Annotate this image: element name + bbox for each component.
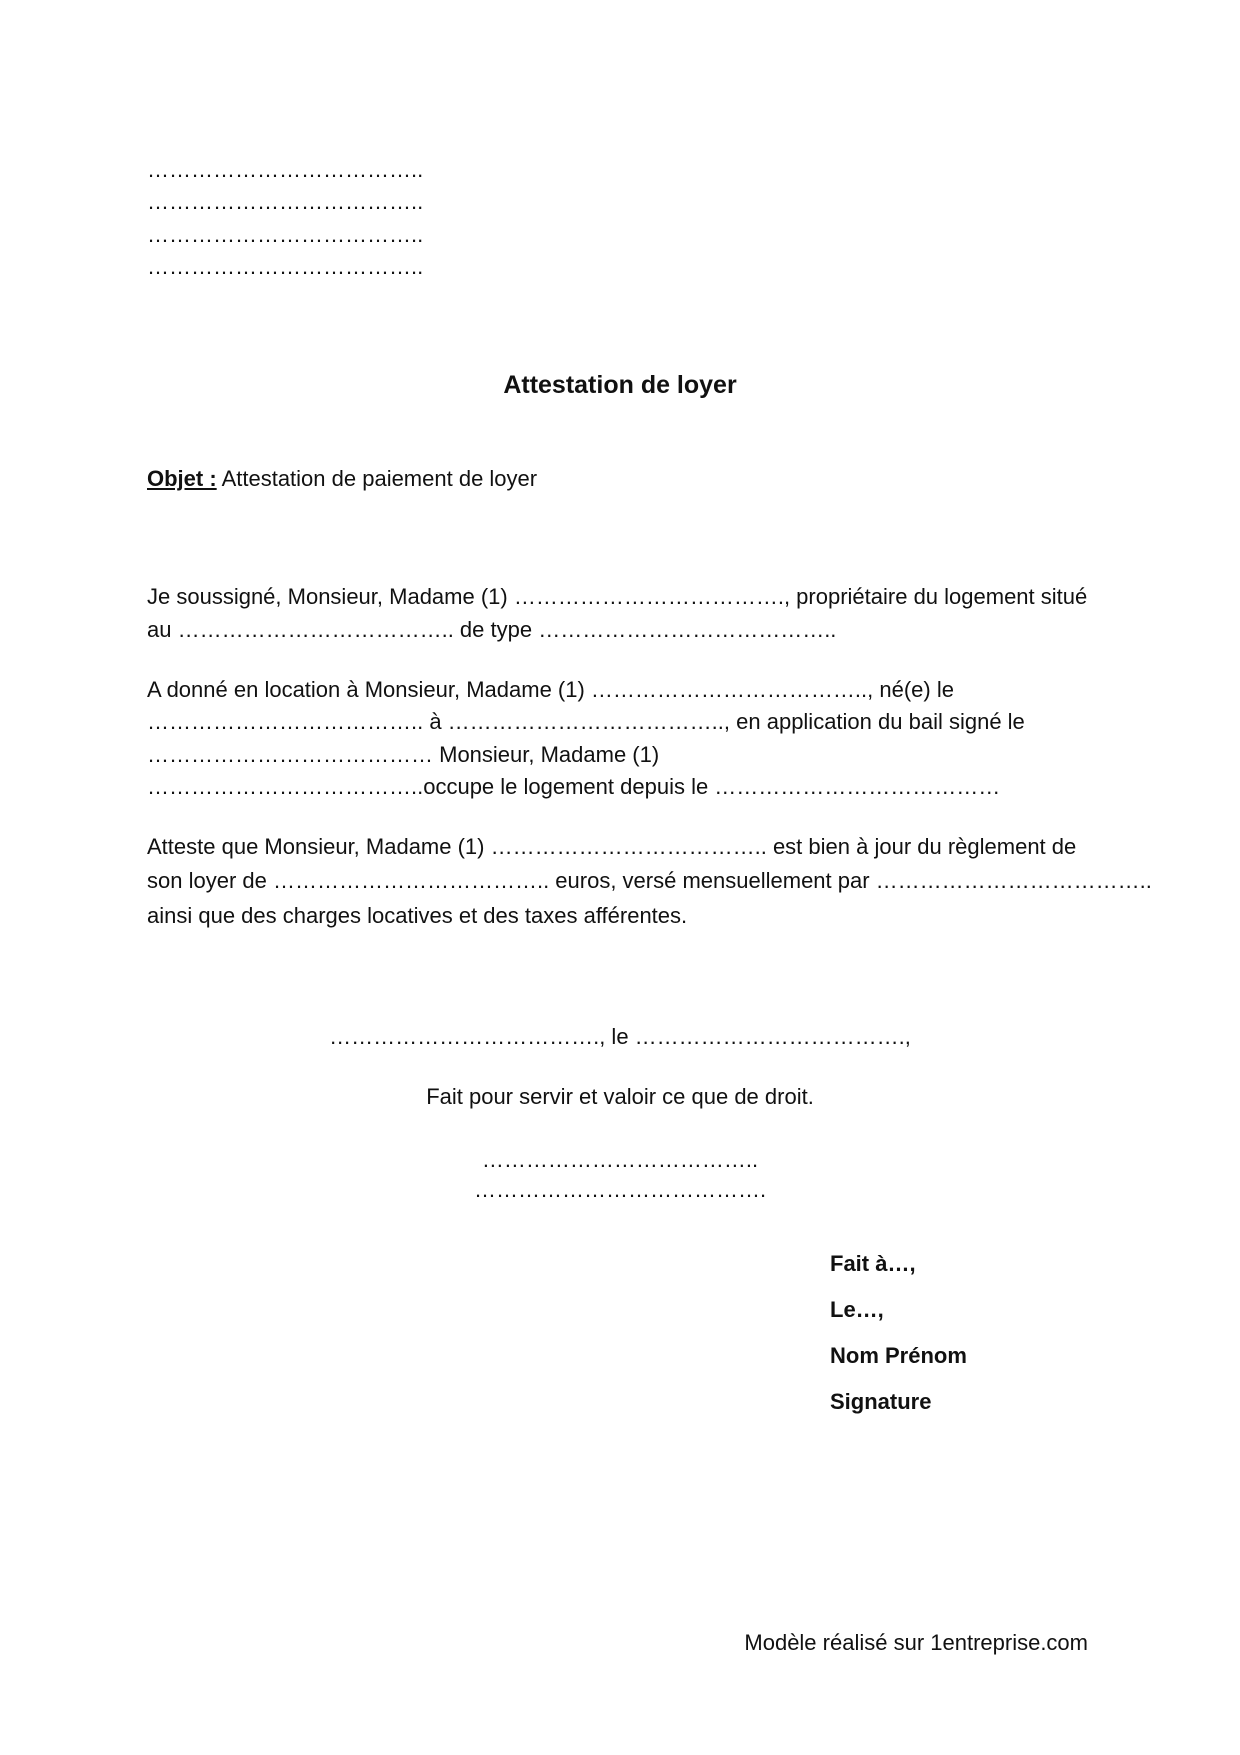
signature-le: Le…, <box>830 1297 884 1322</box>
paragraph-2-line-2: ……………………………….. à ……………………………….., en application du bail signé le <box>147 709 1025 734</box>
paragraph-3-line-1: Atteste que Monsieur, Madame (1) ……………………………….. est bien à jour du règlement de <box>147 834 1077 859</box>
subject-line <box>147 466 537 492</box>
place-date-line: ………………………………., le ………………………………., <box>329 1024 911 1049</box>
sender-line-2: ……………………………….. <box>147 189 424 214</box>
sender-line-3: ……………………………….. <box>147 222 424 247</box>
sender-line-4: ……………………………….. <box>147 254 424 279</box>
subject-label: Objet : <box>147 466 217 491</box>
sender-line-1: ……………………………….. <box>147 157 424 182</box>
paragraph-3-line-2: son loyer de ……………………………….. euros, versé mensuellement par ……………………………….. <box>147 868 1152 893</box>
paragraph-1-line-2: au ……………………………….. de type ………………………………….. <box>147 617 837 642</box>
paragraph-2-line-3: ………………………………… Monsieur, Madame (1) <box>147 742 660 767</box>
footer-credit: Modèle réalisé sur 1entreprise.com <box>744 1630 1088 1655</box>
signature-nom-prenom: Nom Prénom <box>830 1343 967 1368</box>
document-title: Attestation de loyer <box>503 371 737 399</box>
signature-fait-a: Fait à…, <box>830 1251 916 1276</box>
paragraph-1-line-1: Je soussigné, Monsieur, Madame (1) ………………………………., propriétaire du logement situé <box>147 584 1088 609</box>
paragraph-2-line-1: A donné en location à Monsieur, Madame (1) ……………………………….., né(e) le <box>147 677 954 702</box>
signature-label: Signature <box>830 1389 932 1414</box>
subject-text: Attestation de paiement de loyer <box>216 466 538 491</box>
signature-dots-line-2: …………………………………. <box>473 1177 767 1202</box>
closing-formula: Fait pour servir et valoir ce que de droit. <box>426 1084 814 1109</box>
signature-dots-line-1: ……………………………….. <box>481 1147 759 1172</box>
paragraph-3-line-3: ainsi que des charges locatives et des taxes afférentes. <box>147 903 688 928</box>
paragraph-2-line-4: ………………………………..occupe le logement depuis le ………………………………… <box>147 774 1001 799</box>
